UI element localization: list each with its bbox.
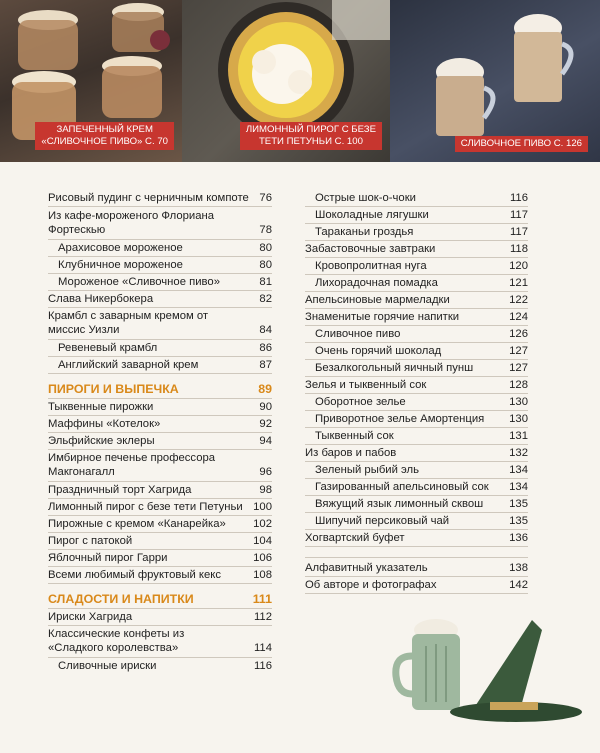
divider: [305, 529, 528, 530]
divider: [305, 376, 528, 377]
photo-caption: [455, 136, 588, 152]
toc-entry-title: Тыквенный сок: [315, 430, 394, 442]
toc-entry[interactable]: [305, 242, 528, 256]
divider: [305, 257, 528, 258]
divider: [305, 512, 528, 513]
toc-entry-index[interactable]: [305, 561, 528, 575]
divider: [305, 410, 528, 411]
toc-entry-page: 92: [259, 418, 272, 430]
toc-entry-title: Всеми любимый фруктовый кекс: [48, 569, 222, 581]
toc-entry[interactable]: [305, 276, 528, 290]
divider: [305, 308, 528, 309]
toc-entry-title: Из кафе-мороженого Флориана Фортескью: [48, 210, 215, 236]
toc-entry[interactable]: [305, 446, 528, 460]
divider: [48, 515, 272, 516]
divider: [305, 478, 528, 479]
divider: [48, 549, 272, 550]
toc-entry-title: Ириски Хагрида: [48, 611, 133, 623]
toc-entry-title: Газированный апельсиновый сок: [315, 481, 489, 493]
toc-entry[interactable]: [305, 310, 528, 324]
toc-entry[interactable]: [48, 358, 272, 372]
divider: [48, 608, 272, 609]
toc-entry[interactable]: [48, 209, 272, 236]
divider: [305, 427, 528, 428]
divider: [305, 444, 528, 445]
toc-entry[interactable]: [48, 191, 272, 205]
toc-entry-title: Сливочное пиво: [315, 328, 401, 340]
toc-entry-page: 135: [509, 515, 528, 527]
caption-line: СЛИВОЧНОЕ ПИВО С. 126: [460, 138, 582, 149]
section-heading-title: СЛАДОСТИ И НАПИТКИ: [48, 592, 194, 606]
toc-entry-page: 131: [509, 430, 528, 442]
toc-entry[interactable]: [48, 292, 272, 306]
toc-entry-page: 134: [509, 481, 528, 493]
toc-entry[interactable]: [305, 344, 528, 358]
toc-entry[interactable]: [305, 361, 528, 375]
toc-entry-title: Вяжущий язык лимонный сквош: [315, 498, 484, 510]
toc-entry-page: 127: [509, 362, 528, 374]
toc-entry-title: Рисовый пудинг с черничным компоте: [48, 192, 249, 204]
toc-entry-page: 127: [509, 345, 528, 357]
divider: [48, 373, 272, 374]
caption-line: ТЕТИ ПЕТУНЬИ С. 100: [258, 136, 363, 147]
toc-entry-page: 81: [259, 276, 272, 288]
divider: [48, 498, 272, 499]
divider: [305, 359, 528, 360]
toc-entry-title: Пирог с патокой: [48, 535, 133, 547]
toc-entry[interactable]: [48, 627, 272, 654]
toc-entry-page: 136: [509, 532, 528, 544]
toc-entry-page: 130: [509, 413, 528, 425]
toc-entry-page: 82: [259, 293, 272, 305]
divider: [48, 339, 272, 340]
divider: [48, 290, 272, 291]
toc-entry[interactable]: [305, 225, 528, 239]
toc-entry[interactable]: [48, 417, 272, 431]
toc-entry-title: Тыквенные пирожки: [48, 401, 154, 413]
toc-entry[interactable]: [48, 551, 272, 565]
toc-entry-page: 112: [253, 611, 272, 623]
toc-entry-title: Шипучий персиковый чай: [315, 515, 450, 527]
toc-entry-title: Острые шок-о-чоки: [315, 192, 416, 204]
toc-entry-title: Алфавитный указатель: [305, 562, 428, 574]
hat-band-icon: [490, 702, 538, 710]
section-heading-pies[interactable]: [48, 382, 272, 396]
divider: [305, 291, 528, 292]
section-heading-title: ПИРОГИ И ВЫПЕЧКА: [48, 382, 179, 396]
divider: [305, 393, 528, 394]
toc-entry-title: Знаменитые горячие напитки: [305, 311, 460, 323]
toc-entry-page: 84: [259, 324, 272, 336]
toc-entry-page: 80: [259, 259, 272, 271]
toc-entry[interactable]: [305, 191, 528, 205]
toc-entry-title: Классические конфеты из «Сладкого королевства»: [48, 628, 185, 654]
divider: [48, 566, 272, 567]
toc-entry[interactable]: [305, 463, 528, 477]
divider: [48, 449, 272, 450]
toc-entry[interactable]: [305, 208, 528, 222]
divider: [305, 495, 528, 496]
toc-entry-title: Слава Никербокера: [48, 293, 154, 305]
toc-entry-title: Эльфийские эклеры: [48, 435, 155, 447]
toc-entry[interactable]: [305, 412, 528, 426]
toc-entry-page: 128: [509, 379, 528, 391]
photo-strip: [0, 0, 600, 162]
toc-entry-page: 100: [253, 501, 272, 513]
toc-entry[interactable]: [305, 514, 528, 528]
divider: [305, 593, 528, 594]
toc-entry-title: Из баров и пабов: [305, 447, 397, 459]
toc-entry-page: 117: [509, 226, 528, 238]
toc-entry-page: 122: [509, 294, 528, 306]
toc-entry-title: Об авторе и фотографах: [305, 579, 437, 591]
toc-entry-page: 108: [253, 569, 272, 581]
toc-entry-page: 106: [253, 552, 272, 564]
toc-entry-page: 78: [259, 224, 272, 236]
toc-entry-page: 132: [509, 447, 528, 459]
toc-entry[interactable]: [48, 483, 272, 497]
toc-entry-page: 126: [509, 328, 528, 340]
photo-butterbeer: [390, 0, 600, 162]
divider: [305, 274, 528, 275]
toc-entry-title: Лимонный пирог с безе тети Петуньи: [48, 501, 243, 513]
divider: [305, 576, 528, 577]
toc-entry[interactable]: [48, 258, 272, 272]
divider: [48, 415, 272, 416]
toc-entry[interactable]: [48, 451, 272, 478]
photo-caption: [35, 122, 174, 150]
divider: [48, 307, 272, 308]
toc-entry[interactable]: [305, 293, 528, 307]
toc-entry[interactable]: [305, 259, 528, 273]
toc-entry[interactable]: [305, 395, 528, 409]
toc-entry-page: 76: [259, 192, 272, 204]
toc-entry-page: 118: [509, 243, 528, 255]
toc-entry[interactable]: [48, 341, 272, 355]
toc-left-column: [48, 191, 272, 681]
divider: [48, 256, 272, 257]
toc-entry-title: Английский заварной крем: [58, 359, 199, 371]
divider: [305, 557, 528, 558]
toc-entry-page: 135: [509, 498, 528, 510]
divider: [305, 223, 528, 224]
toc-entry[interactable]: [305, 497, 528, 511]
toc-entry-title: Зелья и тыквенный сок: [305, 379, 427, 391]
divider: [305, 546, 528, 547]
toc-entry-title: Клубничное мороженое: [58, 259, 183, 271]
divider: [48, 583, 272, 584]
toc-entry-page: 96: [259, 466, 272, 478]
caption-line: ЛИМОННЫЙ ПИРОГ С БЕЗЕ: [245, 124, 376, 135]
divider: [48, 657, 272, 658]
toc-entry-page: 142: [509, 579, 528, 591]
toc-entry-page: 94: [259, 435, 272, 447]
toc-entry[interactable]: [305, 480, 528, 494]
divider: [48, 398, 272, 399]
toc-entry[interactable]: [305, 531, 528, 545]
toc-entry-page: 138: [509, 562, 528, 574]
caption-line: ЗАПЕЧЕННЫЙ КРЕМ: [56, 124, 153, 135]
divider: [48, 532, 272, 533]
toc-entry-title: Шоколадные лягушки: [315, 209, 429, 221]
toc-entry[interactable]: [48, 400, 272, 414]
toc-entry-title: Мороженое «Сливочное пиво»: [58, 276, 220, 288]
toc-entry-title: Апельсиновые мармеладки: [305, 294, 450, 306]
toc-entry-title: Маффины «Котелок»: [48, 418, 161, 430]
toc-entry-page: 134: [509, 464, 528, 476]
toc-entry-page: 116: [253, 660, 272, 672]
toc-entry-title: Лихорадочная помадка: [315, 277, 438, 289]
toc-entry-title: Безалкогольный яичный пунш: [315, 362, 474, 374]
photo-lemon-pie: [182, 0, 390, 162]
section-heading-page: 89: [258, 382, 272, 396]
toc-entry-page: 116: [509, 192, 528, 204]
toc-entry[interactable]: [305, 327, 528, 341]
toc-entry-title: Забастовочные завтраки: [305, 243, 436, 255]
toc-entry-title: Кровопролитная нуга: [315, 260, 427, 272]
toc-entry-title: Пирожные с кремом «Канарейка»: [48, 518, 226, 530]
toc-entry[interactable]: [48, 241, 272, 255]
toc-entry-title: Оборотное зелье: [315, 396, 406, 408]
toc-entry[interactable]: [48, 500, 272, 514]
toc-entry-title: Тараканьи гроздья: [315, 226, 414, 238]
caption-line: «СЛИВОЧНОЕ ПИВО» С. 70: [41, 136, 168, 147]
toc-entry-page: 120: [509, 260, 528, 272]
divider: [48, 356, 272, 357]
toc-entry-page: 104: [253, 535, 272, 547]
toc-entry-title: Яблочный пирог Гарри: [48, 552, 168, 564]
divider: [305, 206, 528, 207]
toc-entry[interactable]: [48, 568, 272, 582]
toc-entry-about[interactable]: [305, 578, 528, 592]
toc-entry-page: 86: [259, 342, 272, 354]
toc-entry[interactable]: [48, 434, 272, 448]
toc-entry-title: Крамбл с заварным кремом от миссис Уизли: [48, 310, 209, 336]
toc-entry-page: 87: [259, 359, 272, 371]
toc-entry-title: Очень горячий шоколад: [315, 345, 442, 357]
toc-entry-page: 98: [259, 484, 272, 496]
divider: [48, 273, 272, 274]
divider: [305, 461, 528, 462]
toc-entry[interactable]: [48, 534, 272, 548]
photo-baked-custard: [0, 0, 182, 162]
toc-entry[interactable]: [48, 610, 272, 624]
divider: [48, 432, 272, 433]
toc-right-column: [305, 191, 528, 601]
toc-entry-title: Имбирное печенье профессора Макгонагалл: [48, 452, 216, 478]
photo-caption: [240, 122, 382, 150]
divider: [48, 206, 272, 207]
mug-and-hat-illustration: [392, 610, 592, 740]
toc-entry-title: Зеленый рыбий эль: [315, 464, 420, 476]
divider: [305, 342, 528, 343]
toc-entry-page: 80: [259, 242, 272, 254]
divider: [48, 239, 272, 240]
toc-entry-title: Хогвартский буфет: [305, 532, 405, 544]
toc-entry[interactable]: [48, 309, 272, 336]
toc-entry-page: 114: [253, 642, 272, 654]
divider: [48, 625, 272, 626]
toc-entry-page: 90: [259, 401, 272, 413]
toc-entry-title: Арахисовое мороженое: [58, 242, 183, 254]
toc-entry-page: 102: [253, 518, 272, 530]
toc-entry-title: Ревеневый крамбл: [58, 342, 158, 354]
toc-entry-title: Праздничный торт Хагрида: [48, 484, 192, 496]
section-heading-page: 111: [252, 592, 272, 606]
toc-entry[interactable]: [305, 378, 528, 392]
toc-entry-page: 121: [509, 277, 528, 289]
toc-entry-title: Приворотное зелье Амортенция: [315, 413, 485, 425]
toc-entry[interactable]: [305, 429, 528, 443]
toc-entry-page: 124: [509, 311, 528, 323]
toc-entry-title: Сливочные ириски: [58, 660, 157, 672]
toc-entry[interactable]: [48, 275, 272, 289]
toc-entry-page: 117: [509, 209, 528, 221]
divider: [305, 325, 528, 326]
toc-entry[interactable]: [48, 659, 272, 673]
divider: [305, 240, 528, 241]
section-heading-sweets[interactable]: [48, 592, 272, 606]
toc-entry[interactable]: [48, 517, 272, 531]
divider: [48, 481, 272, 482]
toc-entry-page: 130: [509, 396, 528, 408]
witch-hat-icon: [470, 620, 542, 714]
